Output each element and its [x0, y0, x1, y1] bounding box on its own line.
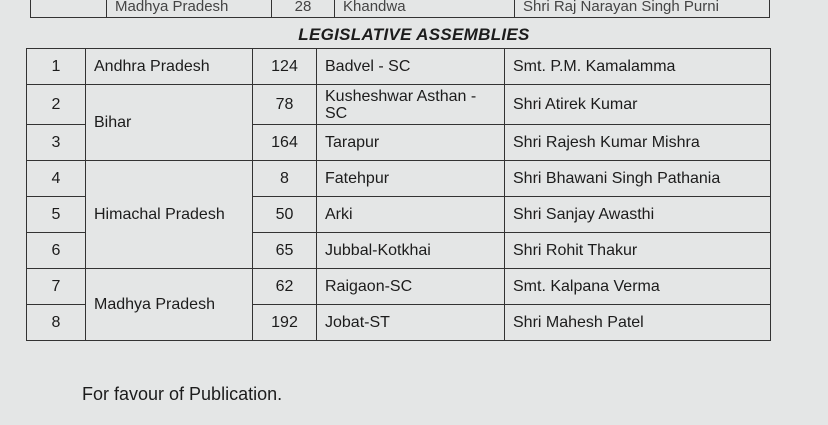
section-heading: LEGISLATIVE ASSEMBLIES: [298, 25, 530, 44]
prev-sl-cell: [31, 0, 107, 17]
sl-cell: 3: [27, 125, 86, 161]
candidate-cell: Shri Rohit Thakur: [505, 233, 771, 269]
sl-cell: 6: [27, 233, 86, 269]
constituency-cell: Jubbal-Kotkhai: [317, 233, 505, 269]
sl-cell: 2: [27, 85, 86, 125]
sl-cell: 7: [27, 269, 86, 305]
candidate-cell: Smt. P.M. Kamalamma: [505, 49, 771, 85]
candidate-cell: Shri Bhawani Singh Pathania: [505, 161, 771, 197]
constituency-cell: Badvel - SC: [317, 49, 505, 85]
prev-candidate-cell: Shri Raj Narayan Singh Purni: [523, 0, 719, 15]
candidate-cell: Smt. Kalpana Verma: [505, 269, 771, 305]
publication-note: For favour of Publication.: [82, 384, 283, 404]
sl-cell: 4: [27, 161, 86, 197]
candidate-cell: Shri Mahesh Patel: [505, 305, 771, 341]
ac-no-cell: 50: [253, 197, 317, 233]
sl-cell: 5: [27, 197, 86, 233]
ac-no-cell: 164: [253, 125, 317, 161]
table-row: [27, 269, 771, 305]
constituency-cell: Tarapur: [317, 125, 505, 161]
ac-no-cell: 65: [253, 233, 317, 269]
state-cell: Madhya Pradesh: [86, 269, 253, 341]
candidate-cell: Shri Rajesh Kumar Mishra: [505, 125, 771, 161]
table-row: [27, 161, 771, 197]
prev-constituency-cell: Khandwa: [335, 0, 515, 17]
constituency-cell: Fatehpur: [317, 161, 505, 197]
prev-no-cell: 28: [272, 0, 335, 17]
sl-cell: 8: [27, 305, 86, 341]
constituency-cell: Raigaon-SC: [317, 269, 505, 305]
constituency-cell: Kusheshwar Asthan - SC: [317, 85, 505, 125]
table-row: [27, 85, 771, 125]
prev-state-cell: Madhya Pradesh: [107, 0, 272, 17]
ac-no-cell: 124: [253, 49, 317, 85]
ac-no-cell: 8: [253, 161, 317, 197]
previous-table-row: [30, 0, 770, 18]
ac-no-cell: 192: [253, 305, 317, 341]
ac-no-cell: 62: [253, 269, 317, 305]
legislative-assemblies-table: [26, 48, 771, 341]
candidate-cell: Shri Atirek Kumar: [505, 85, 771, 125]
state-cell: Bihar: [86, 85, 253, 161]
constituency-cell: Arki: [317, 197, 505, 233]
ac-no-cell: 78: [253, 85, 317, 125]
state-cell: Andhra Pradesh: [86, 49, 253, 85]
table-row: [27, 49, 771, 85]
state-cell: Himachal Pradesh: [86, 161, 253, 269]
sl-cell: 1: [27, 49, 86, 85]
constituency-cell: Jobat-ST: [317, 305, 505, 341]
candidate-cell: Shri Sanjay Awasthi: [505, 197, 771, 233]
